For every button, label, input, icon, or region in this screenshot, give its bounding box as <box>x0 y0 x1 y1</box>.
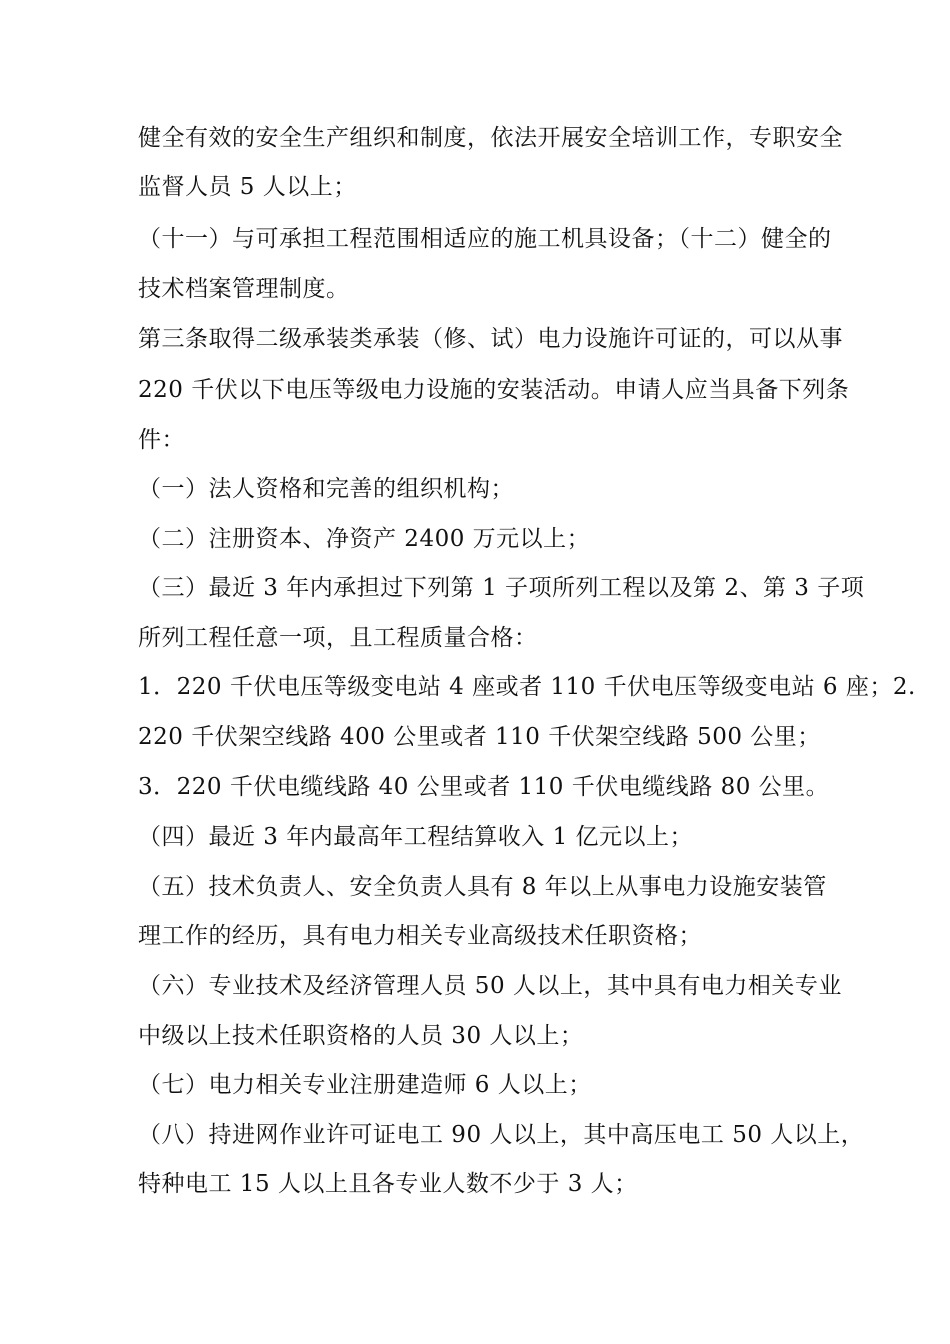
text-line: 健全有效的安全生产组织和制度，依法开展安全培训工作，专职安全 <box>138 125 843 151</box>
text-line: 第三条取得二级承装类承装（修、试）电力设施许可证的，可以从事 <box>138 326 843 352</box>
text-line: （六）专业技术及经济管理人员 50 人以上，其中具有电力相关专业 <box>138 973 842 999</box>
text-line: 件： <box>138 427 185 453</box>
text-line: 220 千伏架空线路 400 公里或者 110 千伏架空线路 500 公里； <box>138 724 821 750</box>
text-line: （二）注册资本、净资产 2400 万元以上； <box>138 526 591 552</box>
text-line: 所列工程任意一项，且工程质量合格： <box>138 625 538 651</box>
text-line: （五）技术负责人、安全负责人具有 8 年以上从事电力设施安装管 <box>138 874 827 900</box>
text-line: 中级以上技术任职资格的人员 30 人以上； <box>138 1023 584 1049</box>
text-line: 1．220 千伏电压等级变电站 4 座或者 110 千伏电压等级变电站 6 座；2. <box>138 674 916 700</box>
text-line: 3．220 千伏电缆线路 40 公里或者 110 千伏电缆线路 80 公里。 <box>138 774 830 800</box>
text-line: （一）法人资格和完善的组织机构； <box>138 476 514 502</box>
text-line: （三）最近 3 年内承担过下列第 1 子项所列工程以及第 2、第 3 子项 <box>138 575 865 601</box>
text-line: （四）最近 3 年内最高年工程结算收入 1 亿元以上； <box>138 824 694 850</box>
text-line: （七）电力相关专业注册建造师 6 人以上； <box>138 1072 592 1098</box>
text-line: 理工作的经历，具有电力相关专业高级技术任职资格； <box>138 923 702 949</box>
text-line: （十一）与可承担工程范围相适应的施工机具设备；（十二）健全的 <box>138 226 832 252</box>
text-line: 特种电工 15 人以上且各专业人数不少于 3 人； <box>138 1171 638 1197</box>
text-line: 监督人员 5 人以上； <box>138 174 357 200</box>
text-line: 220 千伏以下电压等级电力设施的安装活动。申请人应当具备下列条 <box>138 377 850 403</box>
text-line: （八）持进网作业许可证电工 90 人以上，其中高压电工 50 人以上， <box>138 1122 865 1148</box>
text-line: 技术档案管理制度。 <box>138 276 350 302</box>
